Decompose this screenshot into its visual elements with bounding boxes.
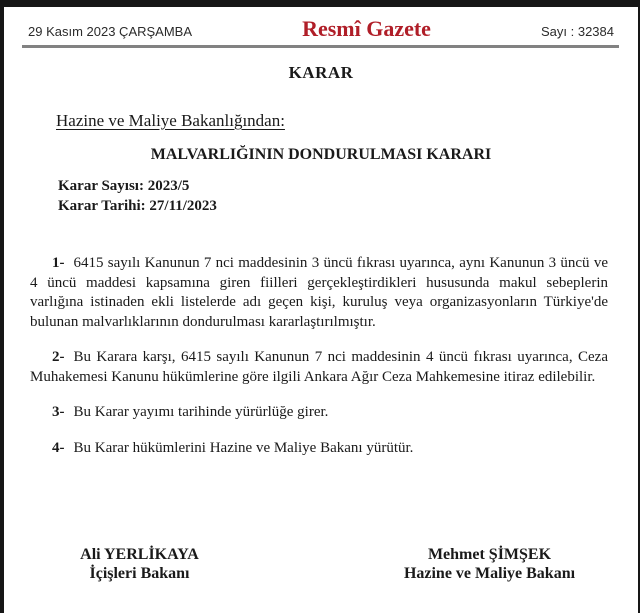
signatory-name: Ali YERLİKAYA (80, 546, 199, 563)
article-1 (30, 254, 608, 332)
article-3-number: 3- (52, 404, 65, 420)
article-4 (30, 439, 608, 459)
signatory-title: Hazine ve Maliye Bakanı (403, 565, 576, 582)
section-title: KARAR (288, 63, 354, 82)
decision-title: MALVARLIĞININ DONDURULMASI KARARI (150, 146, 492, 163)
masthead-divider (22, 45, 619, 48)
articles (28, 254, 614, 458)
article-2-text: Bu Karara karşı, 6415 sayılı Kanunun 7 nci maddesinin 4 üncü fıkrası uyarınca, Ceza Muhakemesi Kanunu hükümlerine göre ilgili Ankara Ağır Ceza Mahkemesine itiraz edilebilir. (30, 349, 608, 385)
article-3 (30, 403, 608, 423)
signature-interior-minister (32, 545, 247, 583)
decision-date: Karar Tarihi: 27/11/2023 (58, 198, 217, 214)
masthead (28, 17, 614, 41)
signatory-name: Mehmet ŞİMŞEK (427, 546, 552, 563)
decision-number: Karar Sayısı: 2023/5 (58, 178, 190, 194)
gazette-title: Resmî Gazete (302, 16, 431, 41)
signature-block (28, 545, 614, 583)
article-3-text: Bu Karar yayımı tarihinde yürürlüğe girer. (73, 404, 329, 420)
issuing-authority: Hazine ve Maliye Bakanlığından: (56, 111, 285, 130)
article-4-number: 4- (52, 439, 65, 456)
article-1-text: 6415 sayılı Kanunun 7 nci maddesinin 3 üncü fıkrası uyarınca, aynı Kanunun 3 üncü ve 4 üncü maddesi kapsamına giren fiilleri gerçekleştirdikleri hususunda makul sebeplerin varlığına istinaden ekli listelerde adı geçen kişi, kuruluş veya organizasyonların Türkiye'de bulunan malvarlıklarının dondurulması kararlaştırılmıştır. (30, 255, 608, 330)
signatory-title: İçişleri Bakanı (89, 565, 190, 582)
article-2 (30, 348, 608, 387)
publication-date: 29 Kasım 2023 ÇARŞAMBA (28, 24, 193, 39)
signature-finance-minister (382, 545, 597, 583)
article-1-number: 1- (52, 255, 65, 271)
issue-number: Sayı : 32384 (541, 24, 614, 39)
decision-meta (58, 176, 614, 216)
article-4-text: Bu Karar hükümlerini Hazine ve Maliye Bakanı yürütür. (73, 439, 414, 456)
article-2-number: 2- (52, 349, 65, 365)
